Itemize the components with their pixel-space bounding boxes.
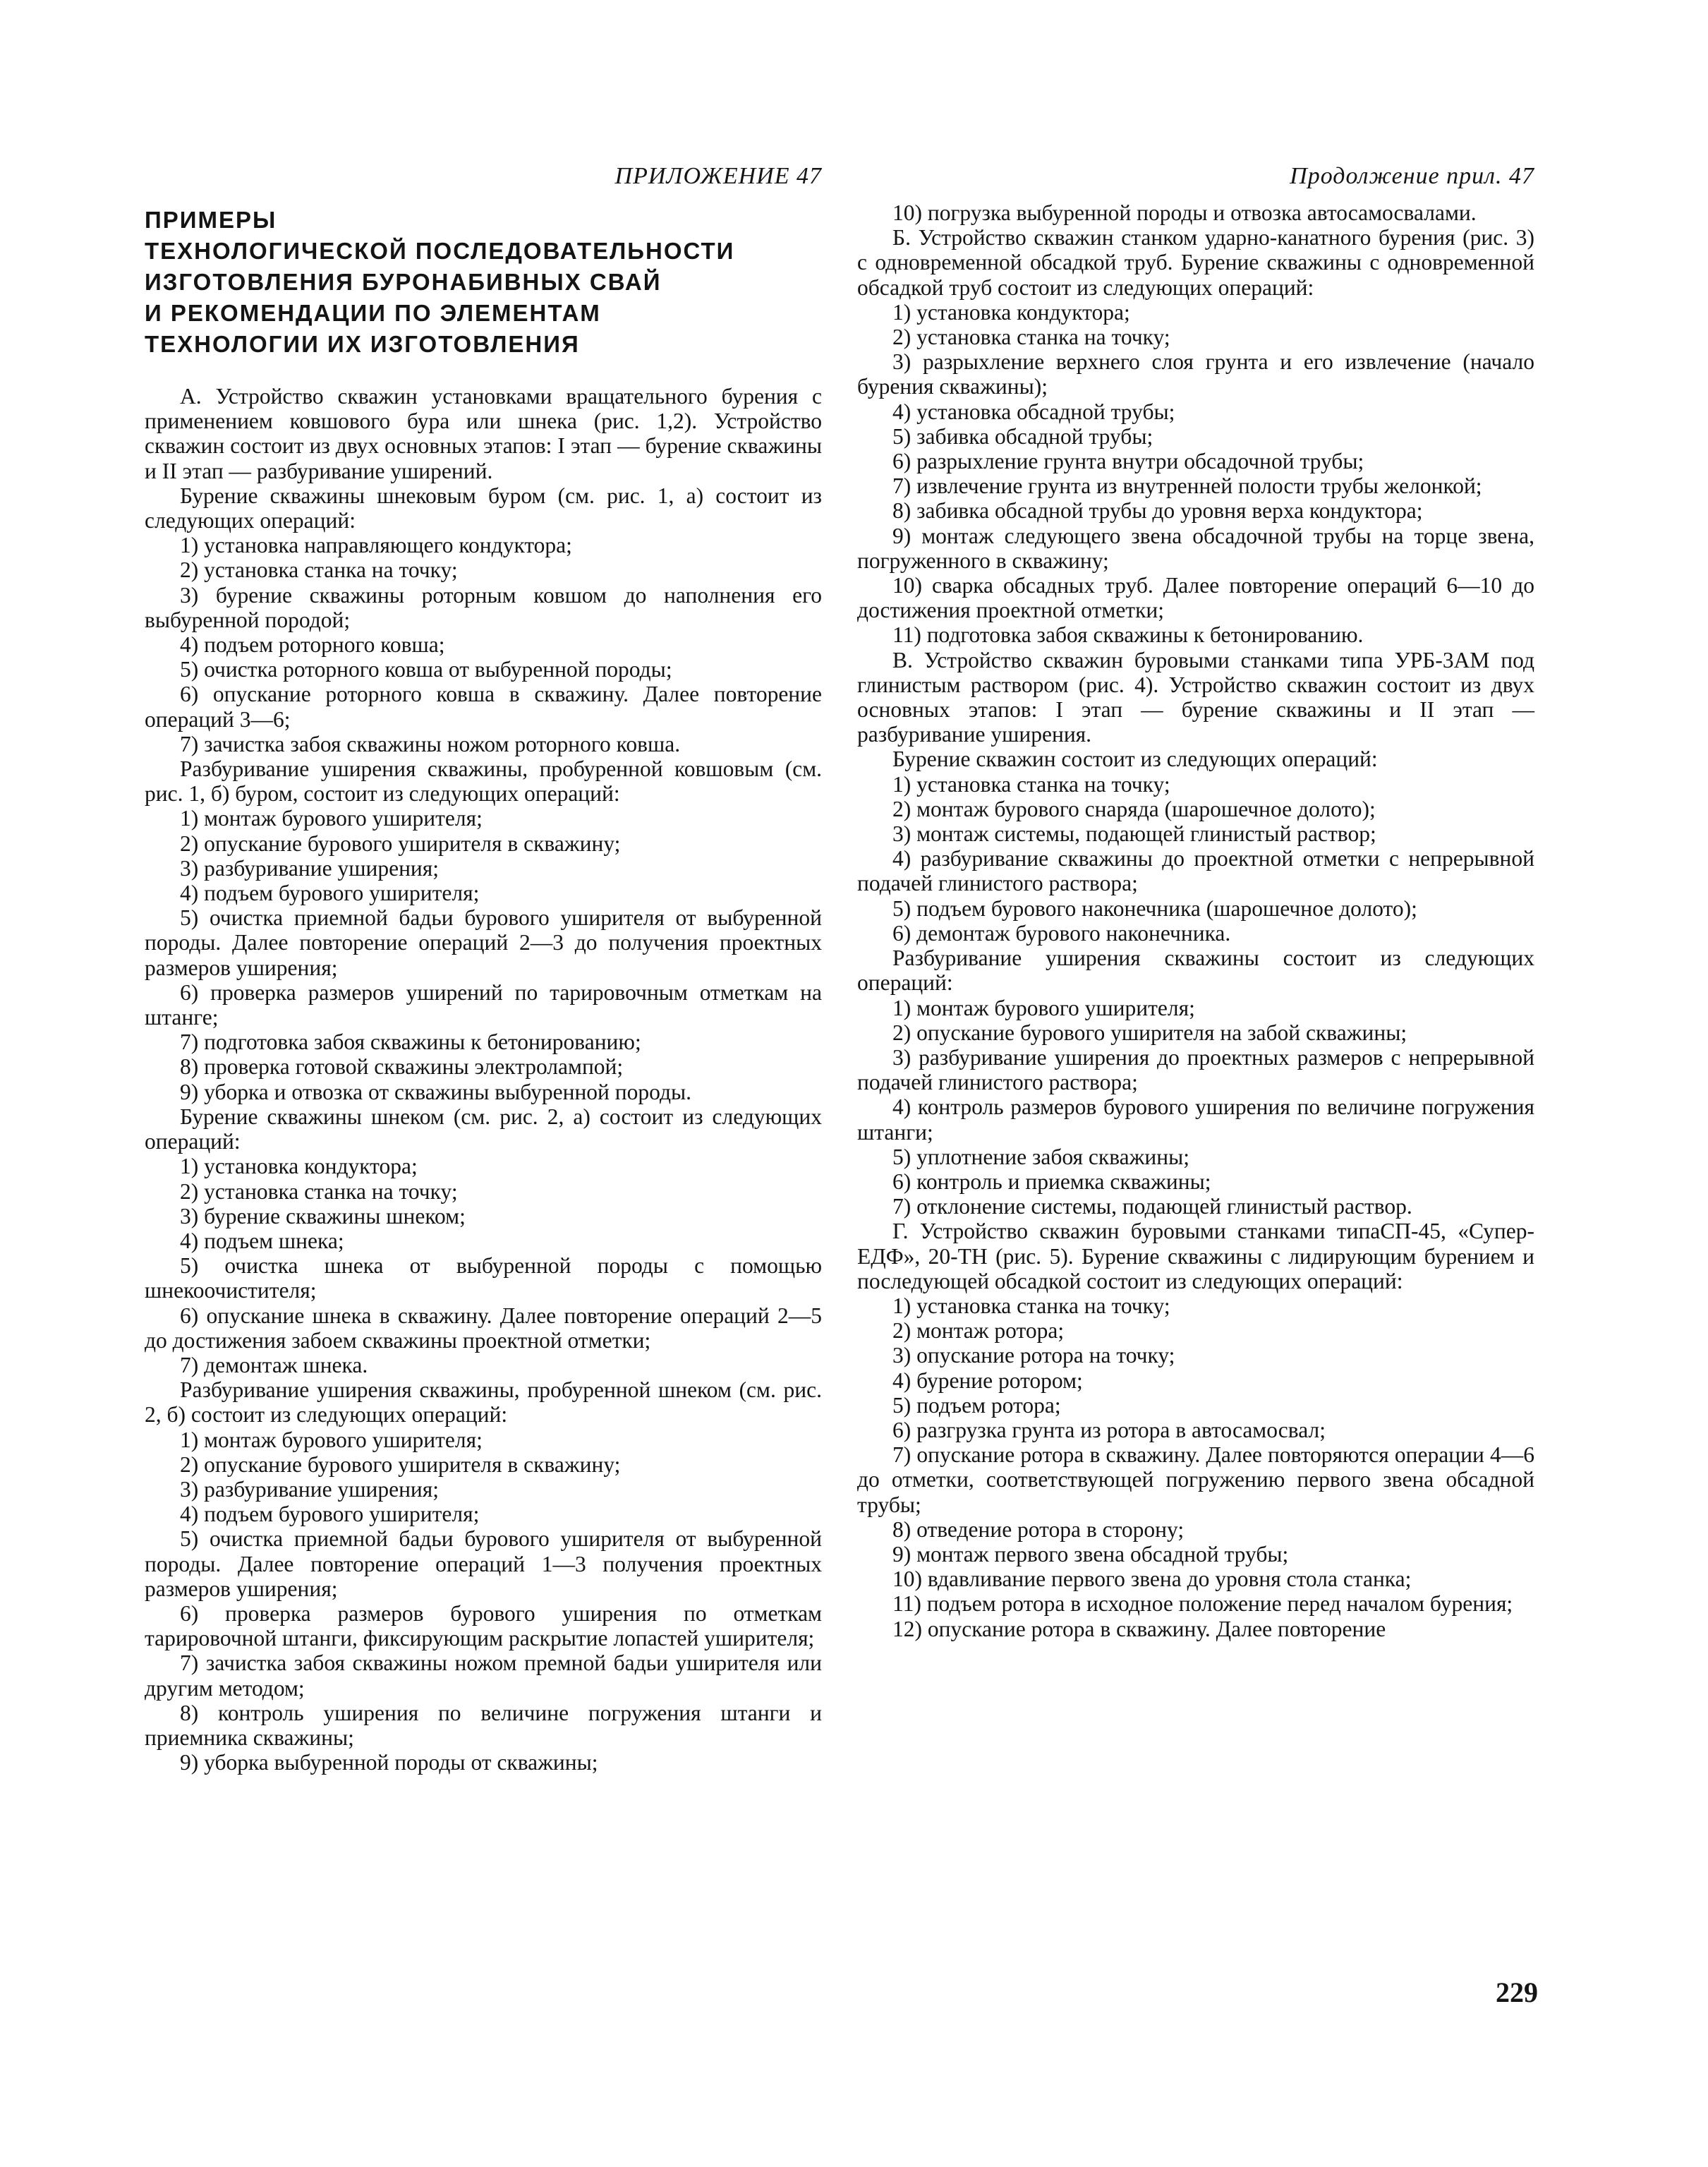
paragraph: 6) разгрузка грунта из ротора в автосамосвал; xyxy=(892,1417,1326,1442)
paragraph: 9) уборка выбуренной породы от скважины; xyxy=(180,1750,598,1775)
paragraph: 8) проверка готовой скважины электролампой; xyxy=(180,1054,624,1080)
paragraph: 2) монтаж ротора; xyxy=(892,1318,1065,1344)
paragraph: 8) отведение ротора в сторону; xyxy=(892,1516,1185,1542)
right-column xyxy=(857,161,1534,1641)
paragraph: 12) опускание ротора в скважину. Далее повторение xyxy=(892,1616,1386,1641)
appendix-header: ПРИЛОЖЕНИЕ 47 xyxy=(614,163,822,189)
paragraph: 3) разбуривание уширения; xyxy=(180,855,440,881)
paragraph: 1) установка станка на точку; xyxy=(892,1293,1170,1318)
paragraph: Разбуривание уширения скважины, пробуренной шнеком (см. рис. 2, б) состоит из следующих операций: xyxy=(145,1377,822,1427)
paragraph: 3) бурение скважины роторным ковшом до наполнения его выбуренной породой; xyxy=(145,582,822,632)
paragraph: 7) опускание ротора в скважину. Далее повторяются операции 4—6 до отметки, соответствующей погружению первого звена обсадной трубы; xyxy=(857,1442,1534,1517)
paragraph: 4) подъем бурового уширителя; xyxy=(180,881,480,906)
paragraph: 1) установка станка на точку; xyxy=(892,771,1170,797)
right-body-text xyxy=(857,200,1534,1641)
paragraph: 2) опускание бурового уширителя в скважину; xyxy=(180,831,621,856)
paragraph: 6) опускание шнека в скважину. Далее повторение операций 2—5 до достижения забоем скважины проектной отметки; xyxy=(145,1303,822,1353)
paragraph: 4) подъем бурового уширителя; xyxy=(180,1502,480,1527)
paragraph: 7) зачистка забоя скважины ножом роторного ковша. xyxy=(180,731,681,756)
paragraph: 11) подъем ротора в исходное положение перед началом бурения; xyxy=(892,1591,1513,1617)
paragraph: 2) монтаж бурового снаряда (шарошечное долото); xyxy=(892,796,1376,821)
paragraph: 4) подъем роторного ковша; xyxy=(180,632,445,658)
paragraph: 5) забивка обсадной трубы; xyxy=(892,423,1153,449)
paragraph: 9) уборка и отвозка от скважины выбуренной породы. xyxy=(180,1079,692,1104)
paragraph: 8) контроль уширения по величине погружения штанги и приемника скважины; xyxy=(145,1700,822,1750)
section-title xyxy=(145,205,822,360)
paragraph: 3) бурение скважины шнеком; xyxy=(180,1203,466,1229)
paragraph: 6) демонтаж бурового наконечника. xyxy=(892,920,1231,946)
title-line: ПРИМЕРЫ xyxy=(145,207,277,233)
paragraph: Бурение скважин состоит из следующих операций: xyxy=(892,747,1378,772)
paragraph: 9) монтаж следующего звена обсадочной трубы на торце звена, погруженного в скважину; xyxy=(857,523,1534,573)
paragraph: 10) вдавливание первого звена до уровня стола станка; xyxy=(892,1567,1412,1592)
paragraph: 1) установка кондуктора; xyxy=(892,299,1130,325)
paragraph: 3) разбуривание уширения до проектных размеров с непрерывной подачей глинистого раствора; xyxy=(857,1044,1534,1095)
paragraph: 5) очистка приемной бадьи бурового уширителя от выбуренной породы. Далее повторение операций 1—3 получения проектных размеров уширения; xyxy=(145,1526,822,1601)
page-number: 229 xyxy=(1496,1976,1538,2008)
title-line: ТЕХНОЛОГИИ ИХ ИЗГОТОВЛЕНИЯ xyxy=(145,331,580,357)
paragraph: 3) разрыхление верхнего слоя грунта и его извлечение (начало бурения скважины); xyxy=(857,349,1534,399)
paragraph: Бурение скважины шнеком (см. рис. 2, а) состоит из следующих операций: xyxy=(145,1104,822,1154)
paragraph: 4) бурение ротором; xyxy=(892,1368,1083,1393)
paragraph: Бурение скважины шнековым буром (см. рис. 1, а) состоит из следующих операций: xyxy=(145,483,822,533)
paragraph: 6) проверка размеров уширений по тарировочным отметкам на штанге; xyxy=(145,979,822,1030)
paragraph: 2) установка станка на точку; xyxy=(892,325,1170,350)
paragraph: 5) очистка роторного ковша от выбуренной породы; xyxy=(180,657,672,682)
paragraph: 3) опускание ротора на точку; xyxy=(892,1343,1175,1368)
paragraph: Разбуривание уширения скважины состоит из следующих операций: xyxy=(857,946,1534,996)
paragraph: 5) подъем бурового наконечника (шарошечное долото); xyxy=(892,895,1417,921)
paragraph: 4) подъем шнека; xyxy=(180,1228,344,1253)
title-line: И РЕКОМЕНДАЦИИ ПО ЭЛЕМЕНТАМ xyxy=(145,300,601,326)
paragraph: 2) установка станка на точку; xyxy=(180,557,458,583)
paragraph: 7) подготовка забоя скважины к бетонированию; xyxy=(180,1030,641,1055)
title-line: ИЗГОТОВЛЕНИЯ БУРОНАБИВНЫХ СВАЙ xyxy=(145,269,662,295)
paragraph: 6) разрыхление грунта внутри обсадочной трубы; xyxy=(892,449,1364,474)
paragraph: А. Устройство скважин установками вращательного бурения с применением ковшового бура или шнека (рис. 1,2). Устройство скважин состоит из двух основных этапов: I этап — бурение скважины и II этап — разбуривание уширений. xyxy=(145,384,822,483)
paragraph: 1) монтаж бурового уширителя; xyxy=(180,806,483,831)
paragraph: 5) уплотнение забоя скважины; xyxy=(892,1144,1190,1169)
paragraph: 6) проверка размеров бурового уширения по отметкам тарировочной штанги, фиксирующим раскрытие лопастей уширителя; xyxy=(145,1600,822,1651)
paragraph: 7) извлечение грунта из внутренней полости трубы желонкой; xyxy=(892,473,1482,499)
left-column xyxy=(145,161,822,1775)
paragraph: Б. Устройство скважин станком ударно-канатного бурения (рис. 3) с одновременной обсадкой труб. Бурение скважины с одновременной обсадкой труб состоит из следующих операций: xyxy=(857,225,1534,300)
paragraph: 5) очистка шнека от выбуренной породы с помощью шнекоочистителя; xyxy=(145,1253,822,1303)
paragraph: 4) установка обсадной трубы; xyxy=(892,399,1175,424)
paragraph: 5) очистка приемной бадьи бурового уширителя от выбуренной породы. Далее повторение операций 2—3 до получения проектных размеров уширения; xyxy=(145,905,822,980)
paragraph: 6) опускание роторного ковша в скважину. Далее повторение операций 3—6; xyxy=(145,682,822,732)
paragraph: 1) монтаж бурового уширителя; xyxy=(180,1427,483,1452)
paragraph: 1) установка кондуктора; xyxy=(180,1154,418,1179)
left-body-text xyxy=(145,384,822,1775)
paragraph: 2) опускание бурового уширителя в скважину; xyxy=(180,1451,621,1477)
paragraph: 3) разбуривание уширения; xyxy=(180,1476,440,1502)
paragraph: 5) подъем ротора; xyxy=(892,1392,1061,1418)
paragraph: 6) контроль и приемка скважины; xyxy=(892,1169,1211,1194)
paragraph: 8) забивка обсадной трубы до уровня верха кондуктора; xyxy=(892,498,1423,524)
paragraph: 2) опускание бурового уширителя на забой скважины; xyxy=(892,1020,1407,1045)
paragraph: 10) погрузка выбуренной породы и отвозка автосамосвалами. xyxy=(892,200,1477,225)
paragraph: 7) зачистка забоя скважины ножом премной бадьи уширителя или другим методом; xyxy=(145,1650,822,1701)
title-line: ТЕХНОЛОГИЧЕСКОЙ ПОСЛЕДОВАТЕЛЬНОСТИ xyxy=(145,238,735,264)
continuation-header: Продолжение прил. 47 xyxy=(1290,163,1534,189)
paragraph: 2) установка станка на точку; xyxy=(180,1178,458,1204)
paragraph: 7) отклонение системы, подающей глинистый раствор. xyxy=(892,1194,1412,1219)
paragraph: Г. Устройство скважин буровыми станками типаСП-45, «Супер-ЕДФ», 20-ТН (рис. 5). Бурение скважины с лидирующим бурением и последующей обсадкой состоит из следующих операций: xyxy=(857,1219,1534,1293)
paragraph: 11) подготовка забоя скважины к бетонированию. xyxy=(892,622,1364,648)
paragraph: 1) установка направляющего кондуктора; xyxy=(180,533,572,558)
paragraph: 7) демонтаж шнека. xyxy=(180,1352,368,1377)
paragraph: 4) контроль размеров бурового уширения по величине погружения штанги; xyxy=(857,1094,1534,1145)
paragraph: 3) монтаж системы, подающей глинистый раствор; xyxy=(892,821,1376,847)
paragraph: 1) монтаж бурового уширителя; xyxy=(892,995,1195,1020)
paragraph: 10) сварка обсадных труб. Далее повторение операций 6—10 до достижения проектной отметки; xyxy=(857,573,1534,623)
paragraph: 4) разбуривание скважины до проектной отметки с непрерывной подачей глинистого раствора; xyxy=(857,846,1534,896)
paragraph: 9) монтаж первого звена обсадной трубы; xyxy=(892,1541,1289,1567)
paragraph: В. Устройство скважин буровыми станками типа УРБ-3АМ под глинистым раствором (рис. 4). Устройство скважин состоит из двух основных этапов: I этап — бурение скважины и II этап — разбуривание уширения. xyxy=(857,647,1534,747)
paragraph: Разбуривание уширения скважины, пробуренной ковшовым (см. рис. 1, б) буром, состоит из следующих операций: xyxy=(145,756,822,807)
